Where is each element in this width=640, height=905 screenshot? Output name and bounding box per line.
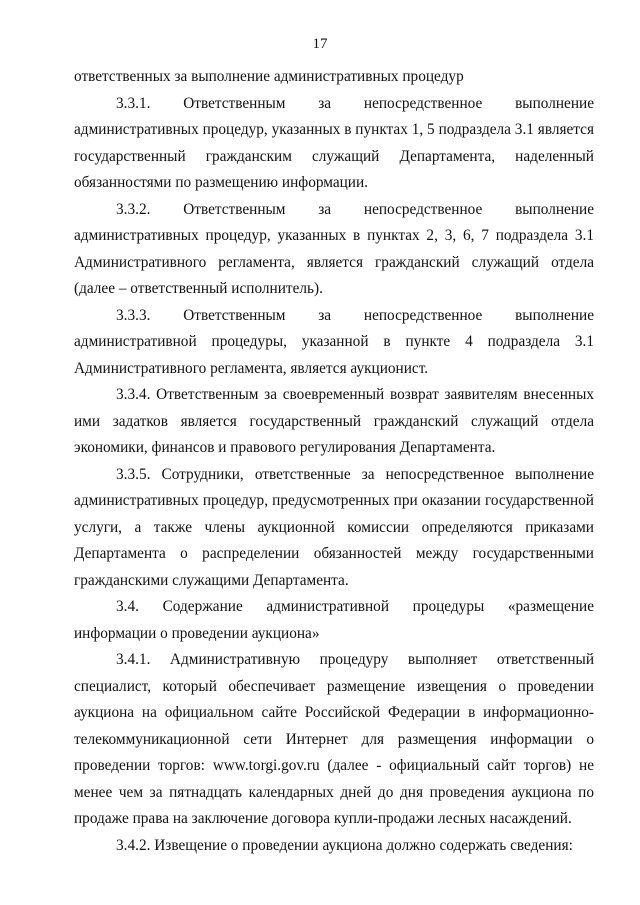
- paragraph-3-3-5: 3.3.5. Сотрудники, ответственные за непосредственное выполнение административных процедур, предусмотренных при оказании государственной услуги, а также члены аукционной комиссии определяются приказами Департамента о распределении обязанностей между государственными гражданскими служащими Департамента.: [74, 465, 594, 589]
- paragraph-3-4-2: 3.4.2. Извещение о проведении аукциона должно содержать сведения:: [116, 836, 573, 854]
- paragraph-3-3-1: 3.3.1. Ответственным за непосредственное выполнение административных процедур, указанных в пунктах 1, 5 подраздела 3.1 является государственный гражданским служащий Департамента, наделенный обязанностями по размещению информации.: [74, 94, 594, 191]
- paragraph-3-3-3: 3.3.3. Ответственным за непосредственное выполнение административной процедуры, указанной в пункте 4 подраздела 3.1 Административного регламента, является аукционист.: [74, 306, 594, 377]
- paragraph-3-4: 3.4. Содержание административной процедуры «размещение информации о проведении аукциона»: [74, 598, 594, 642]
- page-number: 17: [312, 36, 328, 52]
- paragraph-intro: ответственных за выполнение административных процедур: [74, 68, 464, 85]
- paragraph-3-3-4: 3.3.4. Ответственным за своевременный возврат заявителям внесенных ими задатков является государственный гражданский служащий отдела экономики, финансов и правового регулирования Департамента.: [74, 386, 594, 456]
- paragraph-3-3-2: 3.3.2. Ответственным за непосредственное выполнение административных процедур, указанных в пунктах 2, 3, 6, 7 подраздела 3.1 Административного регламента, является гражданский служащий отдела (далее – ответственный исполнитель).: [74, 200, 594, 297]
- paragraph-3-4-1: 3.4.1. Административную процедуру выполняет ответственный специалист, который обеспечивает размещение извещения о проведении аукциона на официальном сайте Российской Федерации в информационно-телекоммуникационной сети Интернет для размещения информации о проведении торгов: www.torgi.gov.ru (далее - официальный сайт торгов) не менее чем за пятнадцать календарных дней до дня проведения аукциона по продаже права на заключение договора купли-продажи лесных насаждений.: [74, 651, 594, 827]
- document-body: [74, 64, 594, 859]
